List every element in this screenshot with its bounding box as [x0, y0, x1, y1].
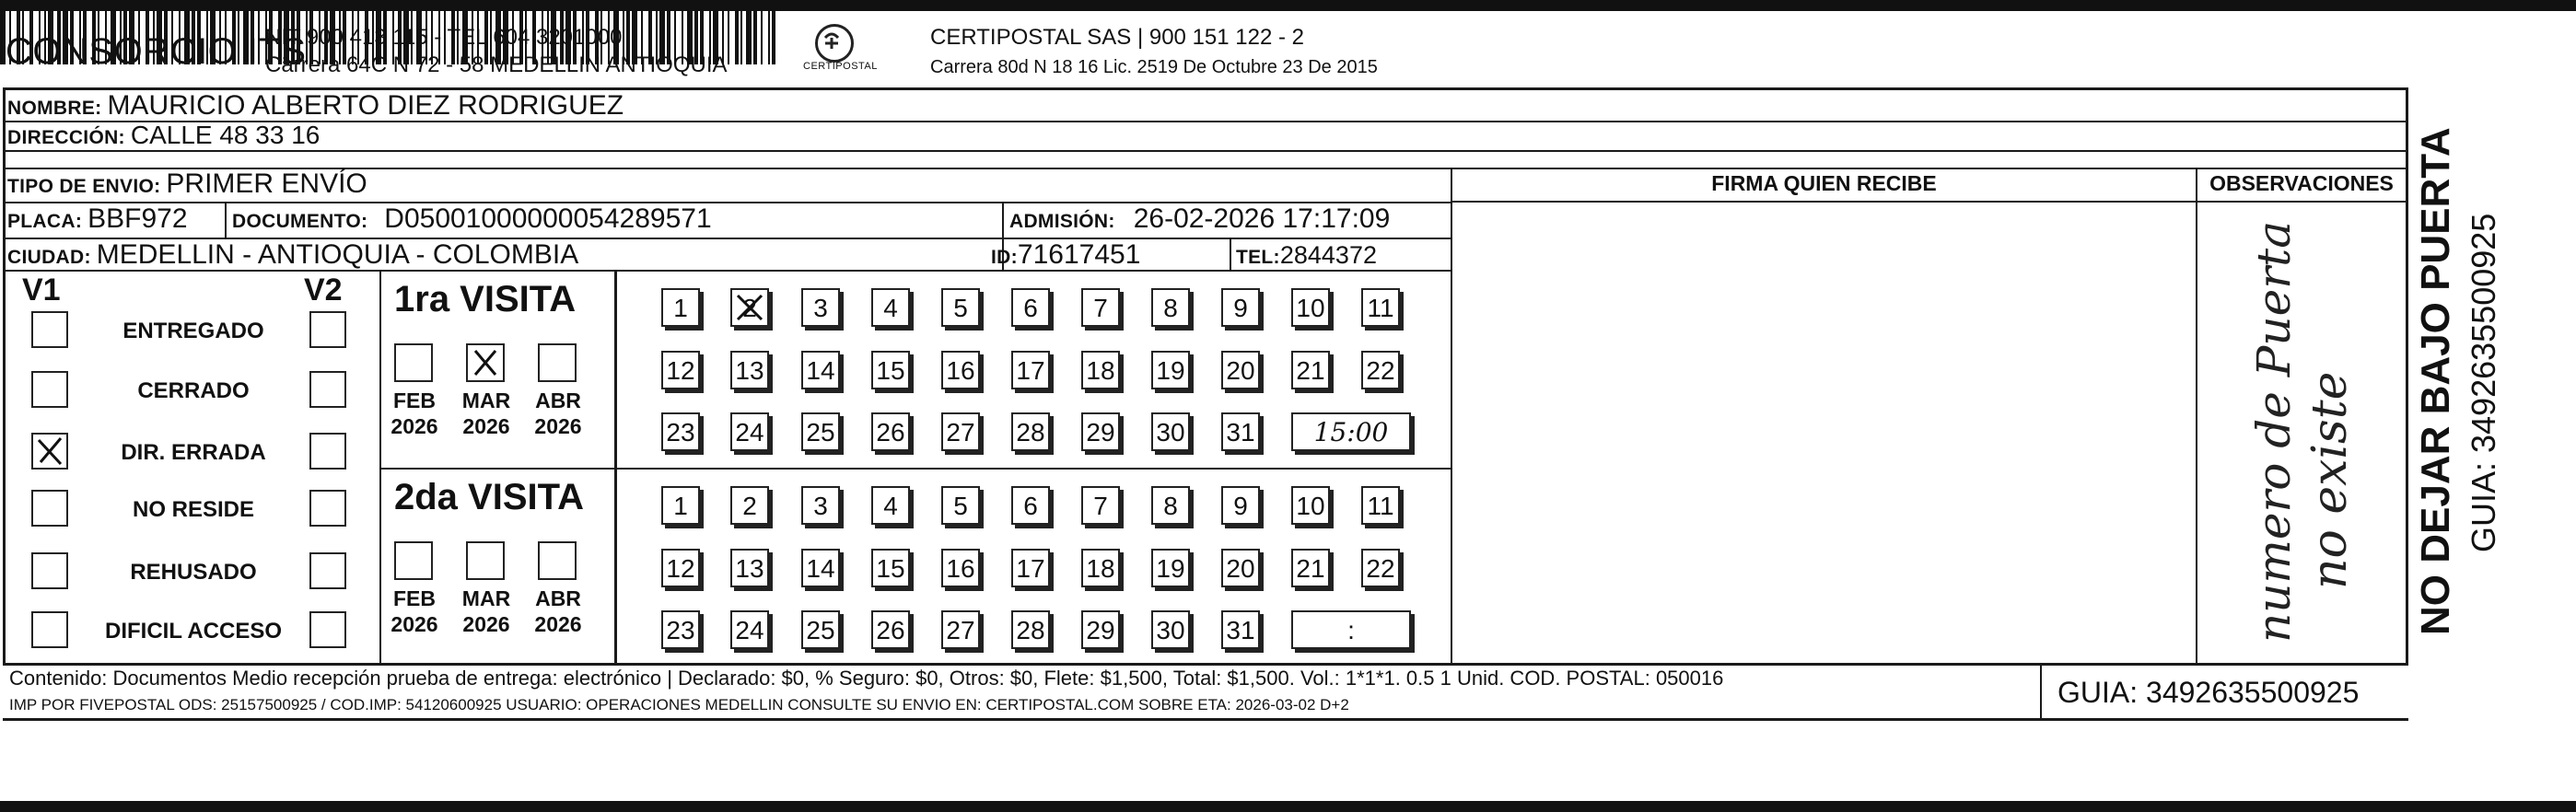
day-box[interactable] [730, 288, 769, 327]
day-number: 4 [883, 492, 898, 520]
day-number: 23 [666, 418, 695, 447]
day-number: 27 [946, 616, 975, 644]
day-number: 10 [1296, 492, 1325, 520]
day-number: 22 [1366, 356, 1395, 385]
month-label [529, 586, 588, 637]
time-value: 15:00 [1313, 417, 1389, 447]
footer-content-line: Contenido: Documentos Medio recepción prueba de entrega: electrónico | Declarado: $0, % Seguro: $0, Otros: $0, Flete: $1,500, Total: $1,500. Vol.: 1*1*1. 0.5 1 Unid. COD. POSTAL: 050016 [9, 667, 1724, 690]
status-option-label: REHUSADO [130, 560, 257, 585]
field-tipo-envio [7, 168, 367, 200]
footer-imp-line: IMP POR FIVEPOSTAL ODS: 25157500925 / COD.IMP: 54120600925 USUARIO: OPERACIONES MEDELLIN CONSULTE SU ENVIO EN: CERTIPOSTAL.COM SOBRE ETA: 2026-03-02 D+2 [9, 696, 1349, 713]
day-number: 15 [876, 356, 905, 385]
day-number: 5 [953, 294, 968, 322]
day-box[interactable] [1361, 288, 1400, 327]
observacion-note-1: numero de Puerta [2247, 220, 2301, 643]
day-number: 24 [735, 418, 764, 447]
v2-checkbox[interactable] [309, 552, 346, 589]
day-number: 3 [813, 294, 828, 322]
observacion-note-2: no existe [2302, 371, 2358, 589]
v1-checkbox[interactable] [31, 490, 68, 527]
day-number: 6 [1023, 492, 1038, 520]
day-number: 16 [946, 554, 975, 583]
documento-value: D05001000000054289571 [384, 203, 712, 234]
day-box[interactable] [941, 288, 980, 327]
day-number: 16 [946, 356, 975, 385]
day-number: 11 [1367, 294, 1394, 322]
ciudad-value: MEDELLIN - ANTIOQUIA - COLOMBIA [96, 239, 579, 270]
day-number: 15 [876, 554, 905, 583]
month-checkbox[interactable] [466, 541, 505, 580]
month-year: 2026 [390, 612, 438, 636]
day-box[interactable] [661, 549, 700, 587]
month-label [385, 586, 444, 637]
day-number: 13 [735, 554, 764, 583]
id-label: ID: [991, 247, 1018, 268]
day-number: 2 [742, 492, 757, 520]
day-box[interactable] [730, 610, 769, 649]
month-label [529, 388, 588, 439]
time-value: : [1347, 616, 1355, 644]
day-number: 26 [876, 418, 905, 447]
day-number: 10 [1296, 294, 1325, 322]
day-number: 27 [946, 418, 975, 447]
month-year: 2026 [462, 414, 510, 438]
month-checkbox[interactable] [394, 541, 433, 580]
month-label [385, 388, 444, 439]
day-number: 18 [1086, 356, 1115, 385]
v1-checkbox[interactable] [31, 311, 68, 348]
day-number: 26 [876, 616, 905, 644]
company-address: Carrera 64C N 72 - 58 MEDELLIN ANTIOQUIA [265, 52, 728, 77]
day-number: 28 [1016, 418, 1045, 447]
day-box[interactable] [1361, 549, 1400, 587]
observaciones-header: OBSERVACIONES [2209, 171, 2394, 195]
month-year: 2026 [534, 414, 582, 438]
month-year: 2026 [534, 612, 582, 636]
footer-guia: GUIA: 3492635500925 [2057, 676, 2360, 709]
field-tel [1236, 241, 1377, 270]
nombre-label: NOMBRE: [7, 98, 102, 119]
admision-label: ADMISIÓN: [1009, 211, 1115, 232]
day-number: 20 [1226, 356, 1255, 385]
day-number: 1 [673, 492, 688, 520]
day-box[interactable] [801, 351, 840, 389]
day-box[interactable] [1221, 351, 1260, 389]
day-number: 4 [883, 294, 898, 322]
time-box[interactable] [1291, 610, 1411, 649]
day-box[interactable] [801, 288, 840, 327]
visit-title: 2da VISITA [394, 477, 584, 517]
field-id [991, 239, 1140, 271]
v2-checkbox[interactable] [309, 611, 346, 648]
day-box[interactable] [941, 610, 980, 649]
top-border-bar [0, 0, 2576, 11]
day-number: 21 [1296, 554, 1325, 583]
month-year: 2026 [462, 612, 510, 636]
day-box[interactable] [1221, 610, 1260, 649]
day-number: 9 [1233, 492, 1248, 520]
admision-value: 26-02-2026 17:17:09 [1133, 203, 1391, 234]
day-box[interactable] [1151, 549, 1190, 587]
check-mark-icon [732, 290, 767, 325]
day-box[interactable] [871, 486, 910, 525]
ciudad-label: CIUDAD: [7, 247, 91, 268]
day-box[interactable] [941, 351, 980, 389]
day-number: 19 [1156, 554, 1185, 583]
day-box[interactable] [1151, 610, 1190, 649]
side-guia: GUIA: 3492635500925 [2465, 213, 2502, 552]
month-name: ABR [535, 586, 581, 610]
month-checkbox[interactable] [538, 343, 577, 382]
day-number: 5 [953, 492, 968, 520]
v1-checkbox[interactable] [31, 433, 68, 470]
company-nit: NIT 900 413 115 - TEL 604 3201000 [265, 25, 623, 50]
tel-value: 2844372 [1279, 241, 1377, 269]
day-box[interactable] [1291, 549, 1330, 587]
day-box[interactable] [1221, 486, 1260, 525]
v1-header: V1 [22, 273, 61, 307]
day-number: 9 [1233, 294, 1248, 322]
certipostal-logo-icon [815, 24, 854, 63]
status-option-label: ENTREGADO [122, 319, 264, 343]
month-name: ABR [535, 389, 581, 412]
logo-text: CERTIPOSTAL [803, 61, 878, 72]
month-name: FEB [393, 389, 436, 412]
day-box[interactable] [1151, 288, 1190, 327]
nombre-value: MAURICIO ALBERTO DIEZ RODRIGUEZ [107, 90, 624, 121]
check-mark-icon [468, 345, 503, 380]
placa-value: BBF972 [87, 203, 188, 234]
firma-header: FIRMA QUIEN RECIBE [1711, 171, 1937, 195]
day-box[interactable] [661, 351, 700, 389]
status-option-label: NO RESIDE [132, 497, 255, 522]
day-number: 8 [1163, 294, 1178, 322]
v2-checkbox[interactable] [309, 490, 346, 527]
day-number: 20 [1226, 554, 1255, 583]
day-box[interactable] [1291, 351, 1330, 389]
field-nombre [7, 90, 624, 122]
day-box[interactable] [1151, 486, 1190, 525]
carrier-name: CERTIPOSTAL SAS | 900 151 122 - 2 [930, 25, 1304, 50]
day-box[interactable] [1081, 486, 1120, 525]
day-box[interactable] [1011, 351, 1050, 389]
day-box[interactable] [1081, 549, 1120, 587]
month-checkbox[interactable] [538, 541, 577, 580]
field-ciudad [7, 239, 578, 271]
day-number: 29 [1086, 616, 1115, 644]
day-box[interactable] [801, 610, 840, 649]
day-box[interactable] [1291, 288, 1330, 327]
placa-label: PLACA: [7, 211, 83, 232]
month-name: FEB [393, 586, 436, 610]
day-box[interactable] [1221, 288, 1260, 327]
day-box[interactable] [1011, 412, 1050, 451]
direccion-value: CALLE 48 33 16 [130, 121, 321, 149]
day-box[interactable] [1081, 412, 1120, 451]
day-box[interactable] [1081, 288, 1120, 327]
day-number: 7 [1093, 294, 1108, 322]
day-number: 19 [1156, 356, 1185, 385]
day-number: 25 [806, 418, 835, 447]
day-box[interactable] [941, 412, 980, 451]
day-box[interactable] [1151, 412, 1190, 451]
tipo-envio-label: TIPO DE ENVIO: [7, 176, 161, 197]
month-name: MAR [461, 586, 511, 610]
month-name: MAR [461, 389, 511, 412]
visit-title: 1ra VISITA [394, 279, 577, 319]
day-box[interactable] [871, 549, 910, 587]
day-number: 11 [1367, 492, 1394, 520]
day-box[interactable] [801, 412, 840, 451]
day-box[interactable] [871, 412, 910, 451]
day-number: 18 [1086, 554, 1115, 583]
day-box[interactable] [1151, 351, 1190, 389]
status-option-label: DIR. ERRADA [121, 440, 266, 465]
day-box[interactable] [1011, 549, 1050, 587]
carrier-address: Carrera 80d N 18 16 Lic. 2519 De Octubre 23 De 2015 [930, 57, 1378, 77]
v1-checkbox[interactable] [31, 611, 68, 648]
tel-label: TEL: [1236, 247, 1280, 268]
day-number: 12 [666, 554, 695, 583]
day-box[interactable] [661, 610, 700, 649]
day-number: 6 [1023, 294, 1038, 322]
day-number: 1 [673, 294, 688, 322]
day-box[interactable] [730, 549, 769, 587]
check-mark-icon [33, 435, 66, 468]
day-number: 30 [1156, 418, 1185, 447]
field-placa [7, 203, 188, 235]
month-checkbox[interactable] [466, 343, 505, 382]
day-number: 17 [1016, 554, 1045, 583]
day-box[interactable] [941, 549, 980, 587]
day-number: 24 [735, 616, 764, 644]
v2-checkbox[interactable] [309, 433, 346, 470]
day-box[interactable] [661, 412, 700, 451]
day-number: 2 [742, 294, 757, 322]
day-number: 28 [1016, 616, 1045, 644]
day-number: 29 [1086, 418, 1115, 447]
day-number: 31 [1226, 616, 1255, 644]
day-box[interactable] [1081, 610, 1120, 649]
time-box[interactable] [1291, 412, 1411, 451]
day-number: 7 [1093, 492, 1108, 520]
day-number: 30 [1156, 616, 1185, 644]
side-warning: NO DEJAR BAJO PUERTA [2413, 127, 2458, 635]
v2-checkbox[interactable] [309, 311, 346, 348]
v1-checkbox[interactable] [31, 552, 68, 589]
day-number: 25 [806, 616, 835, 644]
day-box[interactable] [801, 549, 840, 587]
id-value: 71617451 [1017, 239, 1141, 270]
month-label [457, 586, 516, 637]
documento-label: DOCUMENTO: [232, 211, 368, 232]
day-box[interactable] [730, 351, 769, 389]
day-box[interactable] [871, 610, 910, 649]
day-number: 31 [1226, 418, 1255, 447]
day-box[interactable] [871, 288, 910, 327]
day-box[interactable] [1011, 486, 1050, 525]
v1-checkbox[interactable] [31, 371, 68, 408]
day-number: 22 [1366, 554, 1395, 583]
status-option-label: CERRADO [137, 378, 250, 403]
v2-checkbox[interactable] [309, 371, 346, 408]
day-number: 14 [806, 356, 835, 385]
day-box[interactable] [871, 351, 910, 389]
day-box[interactable] [730, 486, 769, 525]
day-number: 23 [666, 616, 695, 644]
day-box[interactable] [1011, 610, 1050, 649]
direccion-label: DIRECCIÓN: [7, 127, 125, 148]
day-box[interactable] [1221, 412, 1260, 451]
month-year: 2026 [390, 414, 438, 438]
field-direccion [7, 122, 320, 152]
day-number: 14 [806, 554, 835, 583]
day-number: 12 [666, 356, 695, 385]
status-option-label: DIFICIL ACCESO [104, 619, 282, 644]
day-box[interactable] [801, 486, 840, 525]
day-number: 13 [735, 356, 764, 385]
day-box[interactable] [1291, 486, 1330, 525]
month-label [457, 388, 516, 439]
day-box[interactable] [1361, 486, 1400, 525]
day-box[interactable] [1011, 288, 1050, 327]
field-admision [1009, 203, 1390, 235]
field-documento [232, 203, 712, 235]
month-checkbox[interactable] [394, 343, 433, 382]
day-box[interactable] [1221, 549, 1260, 587]
day-number: 3 [813, 492, 828, 520]
day-number: 8 [1163, 492, 1178, 520]
v2-header: V2 [304, 273, 343, 307]
day-box[interactable] [1081, 351, 1120, 389]
day-number: 17 [1016, 356, 1045, 385]
day-number: 21 [1296, 356, 1325, 385]
bottom-border-bar [0, 801, 2576, 812]
day-box[interactable] [661, 486, 700, 525]
company-name: CONSORCIO ITS [6, 31, 307, 72]
tipo-envio-value: PRIMER ENVÍO [166, 168, 367, 199]
day-box[interactable] [941, 486, 980, 525]
day-box[interactable] [730, 412, 769, 451]
day-box[interactable] [661, 288, 700, 327]
day-box[interactable] [1361, 351, 1400, 389]
